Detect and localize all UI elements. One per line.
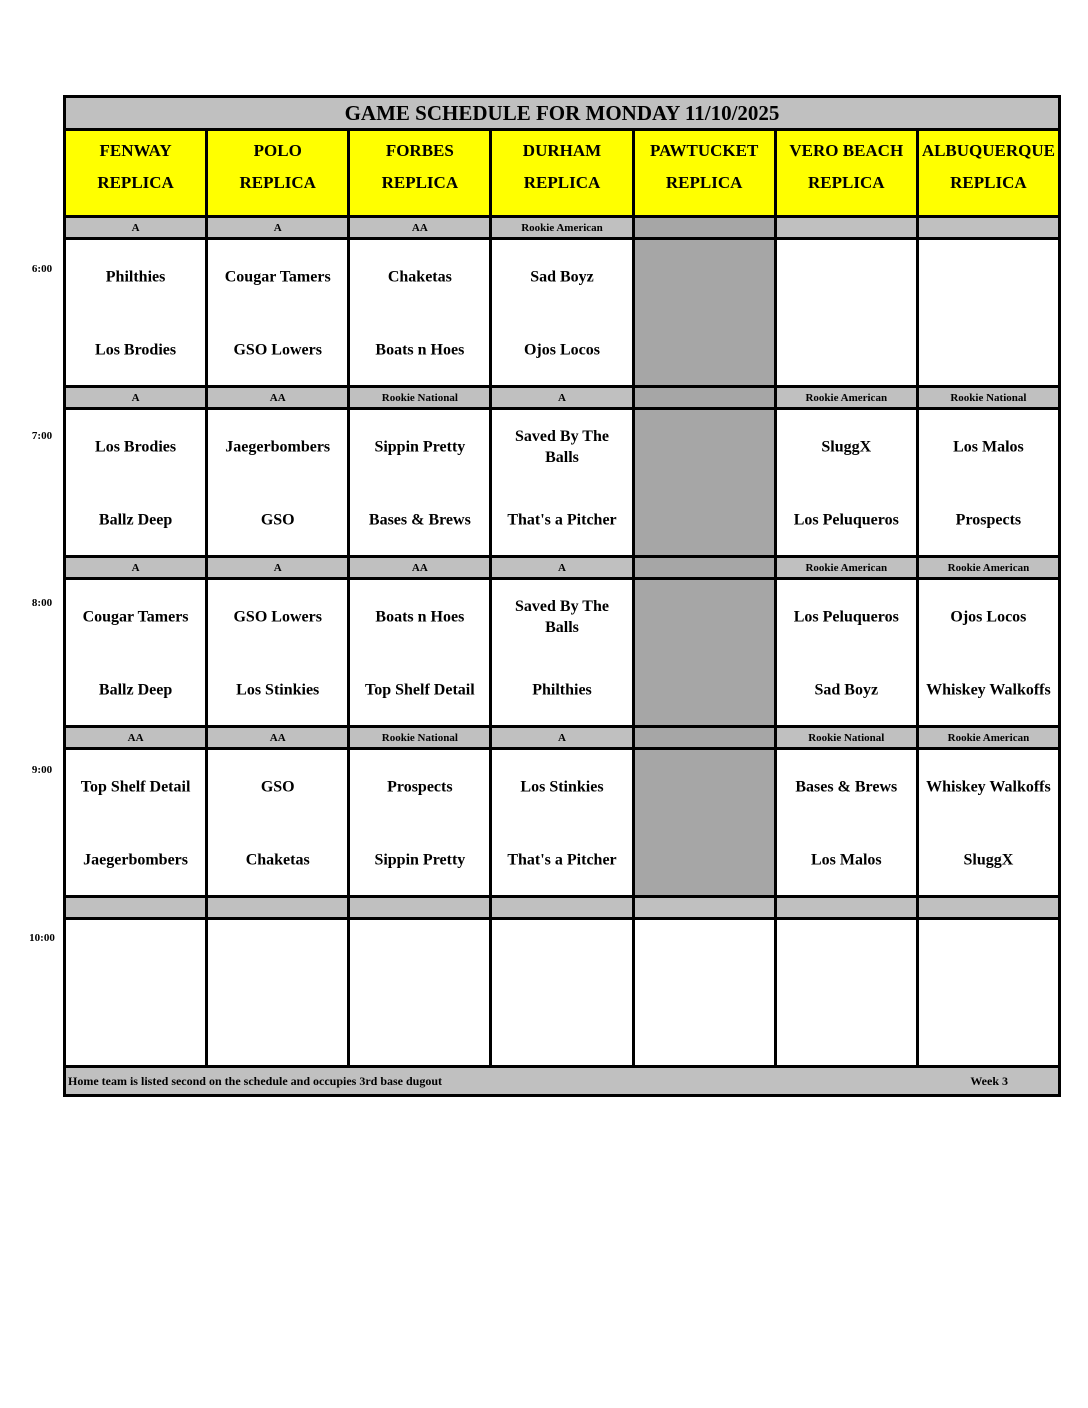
home-team: Los Stinkies [236, 681, 320, 699]
division-label: Rookie National [350, 728, 492, 747]
division-label: Rookie National [350, 388, 492, 407]
field-header-fenway [66, 131, 208, 215]
field-subtitle: REPLICA [97, 173, 174, 192]
home-team: Philthies [532, 681, 592, 699]
division-label: Rookie American [777, 558, 919, 577]
game-cell [350, 750, 492, 895]
home-team: Sippin Pretty [374, 851, 466, 869]
home-team: GSO Lowers [233, 341, 322, 359]
home-team: Ballz Deep [98, 511, 173, 529]
game-cell [777, 920, 919, 1065]
game-cell [66, 580, 208, 725]
field-name: POLO [253, 141, 302, 160]
game-cell [66, 920, 208, 1065]
game-cell [919, 750, 1058, 895]
game-cell [208, 410, 350, 555]
field-header-row [66, 131, 1058, 218]
field-name: FORBES [385, 141, 454, 160]
division-label: Rookie American [919, 558, 1058, 577]
time-label: 8:00 [31, 597, 53, 609]
home-team: Prospects [955, 511, 1022, 529]
division-label: A [208, 558, 350, 577]
home-team: GSO [260, 511, 295, 529]
away-team: Los Peluqueros [793, 608, 899, 626]
division-label [350, 898, 492, 917]
field-name: ALBUQUERQUE [921, 141, 1055, 160]
division-label: AA [66, 728, 208, 747]
away-team: Los Malos [953, 438, 1024, 456]
division-label [919, 218, 1058, 237]
field-subtitle: REPLICA [239, 173, 316, 192]
field-header-forbes [350, 131, 492, 215]
field-name: PAWTUCKET [649, 141, 759, 160]
field-subtitle: REPLICA [665, 173, 743, 192]
game-cell [350, 410, 492, 555]
home-team: That's a Pitcher [507, 511, 617, 529]
field-subtitle: REPLICA [381, 173, 459, 192]
away-team: GSO Lowers [233, 608, 322, 626]
division-label: A [66, 218, 208, 237]
game-cell [208, 920, 350, 1065]
division-label [208, 898, 350, 917]
week-label: Week 3 [970, 1073, 1008, 1088]
away-team: Boats n Hoes [375, 608, 465, 626]
home-team: Whiskey Walkoffs [926, 681, 1051, 699]
time-label: 6:00 [31, 263, 53, 275]
division-label [777, 218, 919, 237]
game-cell [350, 580, 492, 725]
away-team: Ojos Locos [950, 608, 1027, 626]
home-team: Los Brodies [95, 341, 177, 359]
away-team: Cougar Tamers [82, 608, 189, 626]
away-team: Jaegerbombers [225, 438, 331, 456]
time-label: 7:00 [31, 430, 53, 442]
game-cell [350, 240, 492, 385]
division-row [66, 218, 1058, 240]
field-subtitle: REPLICA [808, 173, 885, 192]
division-label: AA [208, 388, 350, 407]
schedule-sheet [63, 95, 1061, 1097]
division-row [66, 388, 1058, 410]
game-cell [492, 240, 634, 385]
game-row [66, 580, 1058, 728]
game-cell [66, 750, 208, 895]
page-title: GAME SCHEDULE FOR MONDAY 11/10/2025 [66, 98, 1058, 131]
game-cell [777, 240, 919, 385]
division-label [492, 898, 634, 917]
division-label: Rookie American [777, 388, 919, 407]
game-cell [635, 750, 777, 895]
field-header-durham [492, 131, 634, 215]
away-team: Chaketas [387, 268, 452, 286]
game-row [66, 240, 1058, 388]
home-team: Ballz Deep [98, 681, 173, 699]
game-row [66, 920, 1058, 1068]
division-label: A [208, 218, 350, 237]
game-cell [635, 580, 777, 725]
division-label: Rookie American [492, 218, 634, 237]
division-row [66, 558, 1058, 580]
home-team: Los Malos [810, 851, 882, 869]
game-cell [492, 920, 634, 1065]
division-label [635, 218, 777, 237]
division-label: A [66, 388, 208, 407]
field-header-pawtucket [635, 131, 777, 215]
footer [66, 1068, 1058, 1094]
time-label: 10:00 [29, 932, 55, 944]
game-row [66, 410, 1058, 558]
game-cell [777, 750, 919, 895]
game-cell [919, 580, 1058, 725]
game-cell [919, 410, 1058, 555]
field-name: FENWAY [99, 141, 172, 160]
home-team: Bases & Brews [368, 511, 471, 529]
home-team: Los Peluqueros [793, 511, 899, 529]
game-cell [208, 580, 350, 725]
division-label [635, 898, 777, 917]
game-cell [492, 580, 634, 725]
game-cell [777, 580, 919, 725]
game-cell [66, 240, 208, 385]
game-cell [66, 410, 208, 555]
game-cell [492, 410, 634, 555]
away-team: Saved By The Balls [515, 598, 609, 636]
away-team: Sippin Pretty [374, 438, 466, 456]
division-label: AA [350, 218, 492, 237]
away-team: GSO [260, 778, 295, 796]
division-label: A [492, 388, 634, 407]
time-slots [66, 218, 1058, 1068]
game-cell [635, 920, 777, 1065]
away-team: Top Shelf Detail [80, 778, 191, 796]
away-team: SluggX [821, 438, 872, 456]
division-label: A [66, 558, 208, 577]
field-header-albuquerque [919, 131, 1058, 215]
field-header-vero-beach [777, 131, 919, 215]
home-team: Ojos Locos [523, 341, 600, 359]
away-team: Los Stinkies [520, 778, 604, 796]
home-team: Boats n Hoes [375, 341, 465, 359]
game-cell [919, 920, 1058, 1065]
field-subtitle: REPLICA [523, 173, 601, 192]
division-label: A [492, 728, 634, 747]
away-team: Whiskey Walkoffs [926, 778, 1051, 796]
game-row [66, 750, 1058, 898]
division-label: AA [208, 728, 350, 747]
division-label [919, 898, 1058, 917]
game-cell [777, 410, 919, 555]
away-team: Prospects [387, 778, 453, 796]
home-team: SluggX [963, 851, 1014, 869]
away-team: Los Brodies [95, 438, 177, 456]
division-label [635, 388, 777, 407]
away-team: Cougar Tamers [224, 268, 331, 286]
game-cell [492, 750, 634, 895]
division-label: Rookie National [919, 388, 1058, 407]
away-team: Philthies [105, 268, 166, 286]
division-row [66, 728, 1058, 750]
game-cell [919, 240, 1058, 385]
field-name: VERO BEACH [789, 141, 904, 160]
home-team: Jaegerbombers [83, 851, 188, 869]
division-label: Rookie American [919, 728, 1058, 747]
field-header-polo [208, 131, 350, 215]
division-label [66, 898, 208, 917]
game-cell [635, 240, 777, 385]
time-label: 9:00 [31, 764, 53, 776]
field-subtitle: REPLICA [950, 173, 1027, 192]
division-label: Rookie National [777, 728, 919, 747]
field-name: DURHAM [522, 141, 602, 160]
division-row [66, 898, 1058, 920]
footer-note: Home team is listed second on the schedule and occupies 3rd base dugout [68, 1073, 443, 1088]
game-cell [350, 920, 492, 1065]
game-cell [208, 240, 350, 385]
division-label: AA [350, 558, 492, 577]
away-team: Sad Boyz [530, 268, 594, 286]
home-team: Top Shelf Detail [365, 681, 475, 699]
division-label: A [492, 558, 634, 577]
away-team: Bases & Brews [795, 778, 898, 796]
division-label [777, 898, 919, 917]
game-cell [635, 410, 777, 555]
home-team: That's a Pitcher [507, 851, 617, 869]
home-team: Sad Boyz [814, 681, 879, 699]
game-cell [208, 750, 350, 895]
away-team: Saved By The Balls [515, 428, 609, 466]
division-label [635, 558, 777, 577]
division-label [635, 728, 777, 747]
home-team: Chaketas [245, 851, 310, 869]
